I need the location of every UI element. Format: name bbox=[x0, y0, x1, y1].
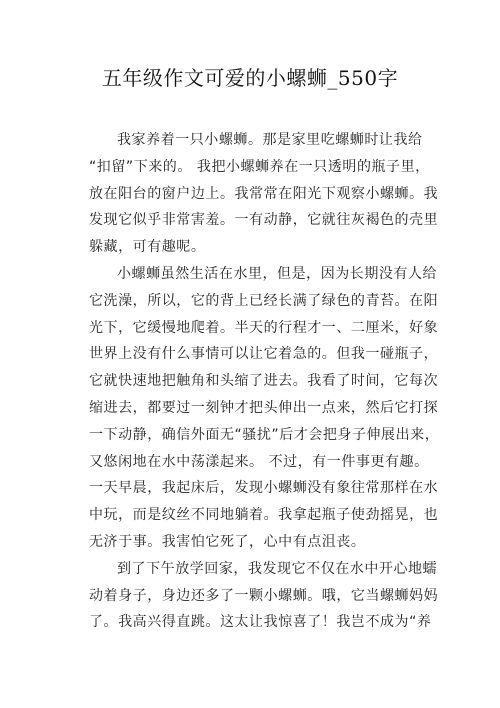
paragraph-2 bbox=[89, 261, 440, 556]
paragraph-3 bbox=[89, 556, 439, 636]
text-line: 又悠闲地在水中荡漾起来。 不过，有一件事更有趣。 bbox=[89, 453, 429, 470]
text-line: 一下动静，确信外面无“骚扰”后才会把身子伸展出来， bbox=[89, 426, 440, 443]
text-line: 到了下午放学回家，我发现它不仅在水中开心地蠕 bbox=[117, 560, 438, 577]
text-line: 动着身子，身边还多了一颗小螺蛳。哦，它当螺蛳妈妈 bbox=[89, 587, 439, 604]
text-line: 小螺蛳虽然生活在水里，但是，因为长期没有人给 bbox=[117, 265, 438, 282]
text-line: 它就快速地把触角和头缩了进去。我看了时间，它每次 bbox=[89, 373, 439, 390]
text-line: 放在阳台的窗户边上。我常常在阳光下观察小螺蛳。我 bbox=[89, 185, 439, 202]
text-line: 发现它似乎非常害羞。一有动静，它就往灰褐色的壳里 bbox=[89, 212, 439, 229]
text-line: “扣留”下来的。 我把小螺蛳养在一只透明的瓶子里， bbox=[89, 158, 430, 175]
text-line: 躲藏，可有趣呢。 bbox=[89, 239, 206, 256]
text-line: 无济于事。我害怕它死了，心中有点沮丧。 bbox=[89, 533, 366, 550]
text-line: 我家养着一只小螺蛳。那是家里吃螺蛳时让我给 bbox=[117, 132, 423, 148]
document-body bbox=[89, 127, 440, 636]
document-title: 五年级作文可爱的小螺蛳_550字 bbox=[101, 66, 399, 90]
text-line: 光下，它缓慢地爬着。半天的行程才一、二厘米，好象 bbox=[89, 319, 439, 336]
text-line: 缩进去，都要过一刻钟才把头伸出一点来，然后它打探 bbox=[89, 399, 439, 416]
paragraph-1 bbox=[89, 127, 439, 261]
text-line: 一天早晨，我起床后，发现小螺蛳没有象往常那样在水 bbox=[89, 480, 439, 497]
text-line: 世界上没有什么事情可以让它着急的。但我一碰瓶子， bbox=[89, 346, 439, 363]
text-line: 中玩，而是纹丝不同地躺着。我拿起瓶子使劲摇晃，也 bbox=[89, 507, 439, 524]
text-line: 它洗澡，所以，它的背上已经长满了绿色的青苔。在阳 bbox=[89, 292, 439, 309]
text-line: 了。我高兴得直跳。这太让我惊喜了！我岂不成为“养 bbox=[89, 614, 432, 631]
